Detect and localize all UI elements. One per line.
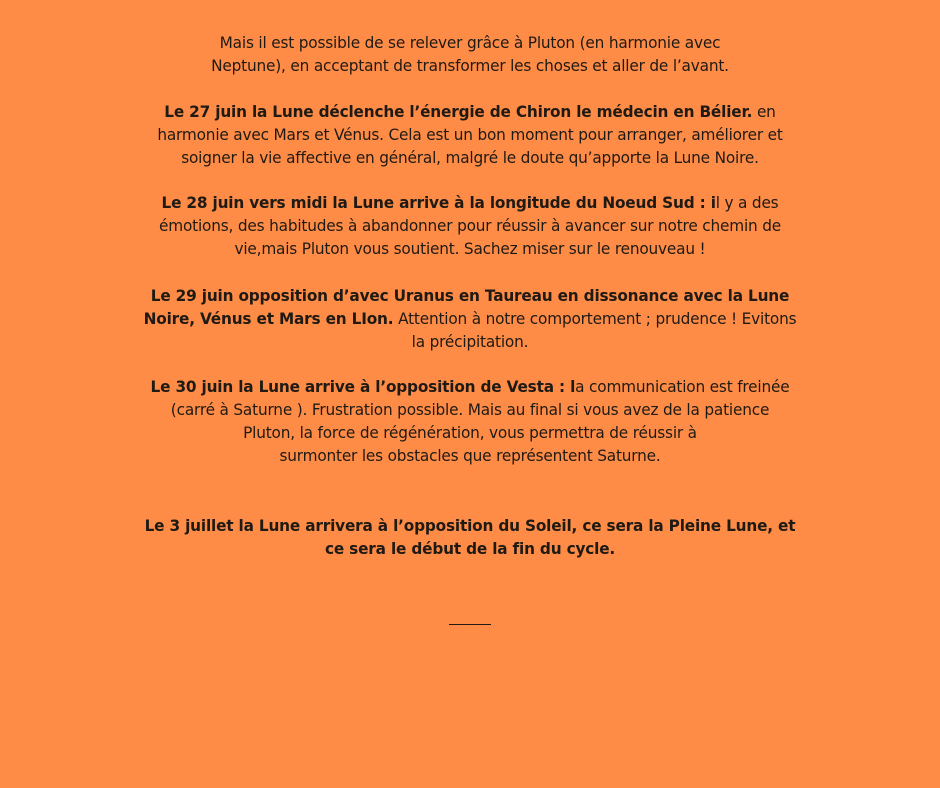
june-29-paragraph [0,284,940,353]
june-30-line-1 [20,375,920,398]
june-27-line-1 [20,100,920,123]
july-3-line-1: Le 3 juillet la Lune arrivera à l’opposition du Soleil, ce sera la Pleine Lune, et [144,516,796,535]
june-30-line-3: Pluton, la force de régénération, vous permettra de réussir à [243,423,697,442]
june-27-line-3: soigner la vie affective en général, malgré le doute qu’apporte la Lune Noire. [181,148,759,167]
june-27-line-1-rest: en [752,102,776,121]
june-28-line-2: émotions, des habitudes à abandonner pour réussir à avancer sur notre chemin de [159,216,781,235]
intro-line-2: Neptune), en acceptant de transformer les choses et aller de l’avant. [211,56,729,75]
june-28-line-1-rest: l y a des [715,193,779,212]
june-30-paragraph [0,375,940,467]
june-29-line-3: la précipitation. [411,332,529,351]
intro-paragraph [0,31,940,77]
june-29-heading-line-2: Noire, Vénus et Mars en LIon. [143,309,394,328]
intro-line-1: Mais il est possible de se relever grâce à Pluton (en harmonie avec [219,33,721,52]
june-29-line-2-rest: Attention à notre comportement ; prudence ! Evitons [393,309,797,328]
june-27-heading: Le 27 juin la Lune déclenche l’énergie de Chiron le médecin en Bélier. [164,102,753,121]
june-30-line-4: surmonter les obstacles que représentent Saturne. [279,446,661,465]
june-27-paragraph [0,100,940,169]
june-28-paragraph [0,191,940,260]
june-30-line-2: (carré à Saturne ). Frustration possible. Mais au final si vous avez de la patience [170,400,770,419]
june-27-line-2: harmonie avec Mars et Vénus. Cela est un bon moment pour arranger, améliorer et [157,125,783,144]
divider-line [449,624,491,625]
june-28-heading: Le 28 juin vers midi la Lune arrive à la longitude du Noeud Sud : i [161,193,716,212]
june-30-heading: Le 30 juin la Lune arrive à l’opposition de Vesta : l [150,377,576,396]
june-29-line-2 [20,307,920,330]
july-3-paragraph [0,514,940,560]
july-3-line-2: ce sera le début de la fin du cycle. [324,539,616,558]
june-28-line-3: vie,mais Pluton vous soutient. Sachez miser sur le renouveau ! [234,239,706,258]
june-30-line-1-rest: a communication est freinée [575,377,790,396]
june-29-heading-line-1: Le 29 juin opposition d’avec Uranus en Taureau en dissonance avec la Lune [150,286,790,305]
june-28-line-1 [20,191,920,214]
